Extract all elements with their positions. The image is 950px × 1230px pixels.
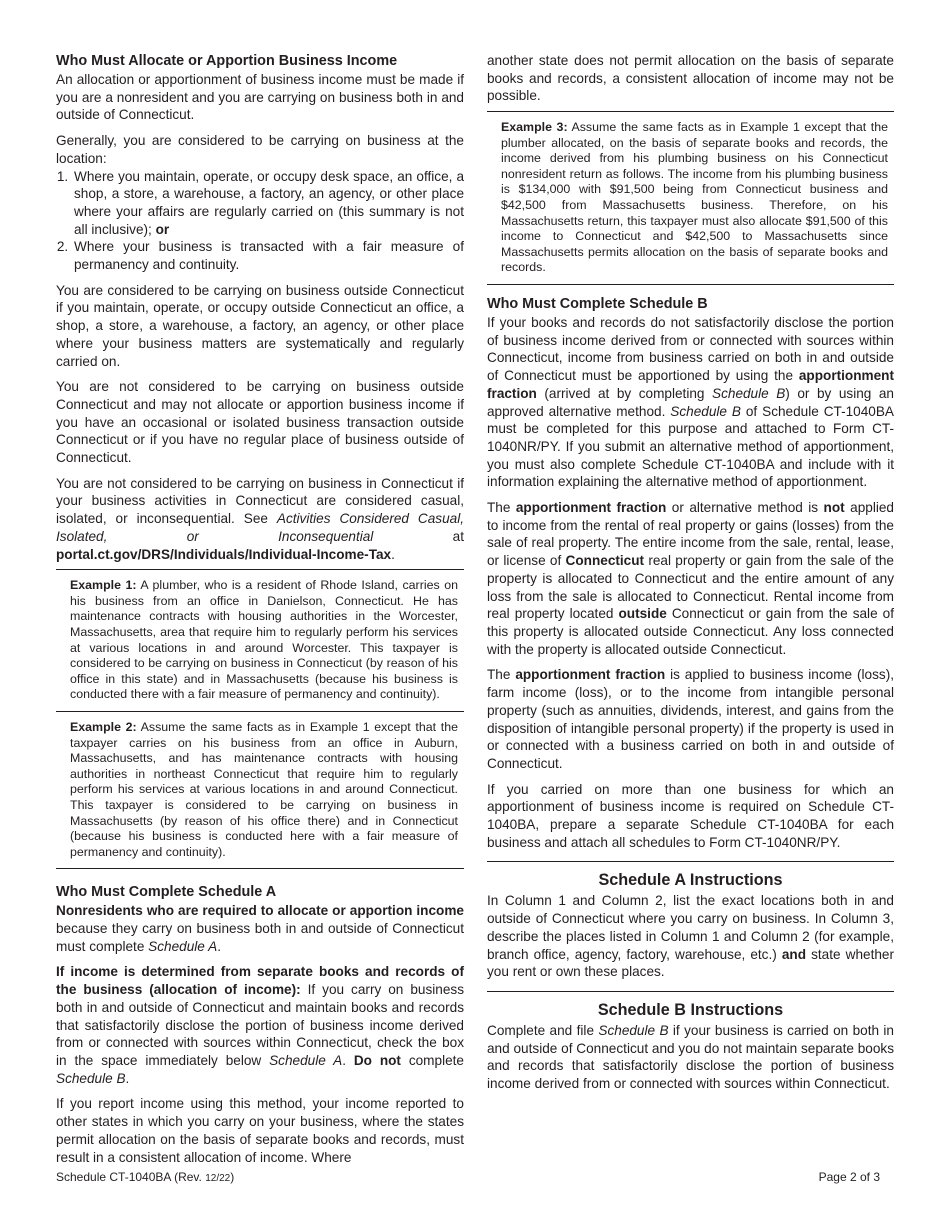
paragraph: another state does not permit allocation on the basis of separate books and records, a consistent allocation of income may not be possible. <box>487 53 894 104</box>
heading-schedule-a-instructions: Schedule A Instructions <box>598 871 783 890</box>
paragraph: Nonresidents who are required to allocate or apportion income because they carry on business both in and outside of Connecticut must complete Schedule A. <box>56 903 464 954</box>
section-divider <box>487 861 894 862</box>
paragraph: The apportionment fraction or alternative method is not applied to income from the rental of real property or gains (losses) from the sale of real property. The entire income from the sale, rental, lease, or license of Connecticut real property or gain from the sale of the property is allocated to Connecticut and the entire amount of any loss from the sale is allocated to Connecticut. Rental income from real property located outside Connecticut or gain from the sale of this property is allocated outside Connecticut. Any loss connected with the property is allocated outside Connecticut. <box>487 500 895 657</box>
heading-allocate: Who Must Allocate or Apportion Business Income <box>56 53 398 69</box>
heading-schedule-b-instructions: Schedule B Instructions <box>597 1000 784 1019</box>
list-item: 1. Where you maintain, operate, or occupy desk space, an office, a shop, a store, a warehouse, a factory, an agency, or other place where your affairs are regularly carried on (this summary is not all inclusive); or <box>72 168 464 239</box>
example-3: Example 3: Assume the same facts as in Example 1 except that the plumber allocated, on the basis of separate books and records, the income derived from his plumbing business on his Connecticut nonresident return as follows. The income from his plumbing business is $134,000 with $91,500 being from Connecticut business and $42,500 from Massachusetts business. Therefore, on his Massachusetts return, this taxpayer must also allocate $91,500 of this income to Connecticut and $42,500 to Massachusetts since Massachusetts permits allocation on the basis of separate books and records. <box>487 111 894 285</box>
paragraph: In Column 1 and Column 2, list the exact locations both in and outside of Connecticut where you carry on business. In Column 3, describe the places listed in Column 1 and Column 2 (for example, branch office, agency, factory, warehouse, etc.) and state whether you rent or own these places. <box>487 893 894 980</box>
paragraph: You are not considered to be carrying on business outside Connecticut and may not allocate or apportion business income if you have an occasional or isolated business transaction outside Connecticut or if you have no regular place of business outside of Connecticut. <box>56 379 464 466</box>
paragraph: If you report income using this method, your income reported to other states in which you carry on your business, where the states permit allocation on the basis of separate books and records, must result in a consistent allocation of income. Where <box>56 1096 464 1165</box>
paragraph: The apportionment fraction is applied to business income (loss), farm income (loss), or to the income from intangible personal property (such as annuities, dividends, interest, and gains from the disposition of intangible personal property) if the property is used in or connected with a business carried on both in and outside of Connecticut. <box>487 667 894 771</box>
paragraph: Generally, you are considered to be carrying on business at the location: <box>56 133 464 166</box>
left-column <box>56 52 464 1174</box>
form-revision: Schedule CT-1040BA (Rev. 12/22) <box>56 1170 235 1184</box>
paragraph: You are considered to be carrying on business outside Connecticut if you maintain, operate, or occupy outside Connecticut an office, a shop, a store, a warehouse, a factory, an agency, or other place where your business matters are systematically and regularly carried on. <box>56 282 464 369</box>
paragraph: You are not considered to be carrying on business in Connecticut if your business activities in Connecticut are considered casual, isolated, or inconsequential. See Activities Considered Casual, Isolated, or Inconsequential at portal.ct.gov/DRS/Individuals/Individual-Income-Tax. <box>56 475 464 562</box>
location-list <box>56 168 464 274</box>
right-column <box>487 52 894 1101</box>
example-2: Example 2: Assume the same facts as in Example 1 except that the taxpayer carries on his business from an office in Auburn, Massachusetts, and has maintenance contracts with housing authorities in northeast Connecticut that require him to regularly perform his services at various locations in and around Connecticut. This taxpayer is considered to be carrying on business in Massachusetts (by reason of his office there) and in Connecticut (because his business is conducted here with a fair measure of permanency and continuity). <box>56 711 464 869</box>
paragraph: Complete and file Schedule B if your business is carried on both in and outside of Connecticut and you do not maintain separate books and records that satisfactorily disclose the portion of business income derived from or connected with sources within Connecticut. <box>487 1022 894 1092</box>
heading-schedule-b: Who Must Complete Schedule B <box>487 296 708 313</box>
example-1: Example 1: A plumber, who is a resident of Rhode Island, carries on his business from an office in Danielson, Connecticut. He has maintenance contracts with housing authorities in the Worcester, Massachusetts, area that require him to regularly perform his services at various locations in and around Worcester. This taxpayer is considered to be carrying on business in Connecticut (by reason of his office in this state) and in Massachusetts (because his business is conducted there with a fair measure of permanency and continuity). <box>56 569 464 711</box>
paragraph: An allocation or apportionment of business income must be made if you are a nonresident and you are carrying on business both in and outside of Connecticut. <box>56 72 464 123</box>
page-number: Page 2 of 3 <box>818 1170 880 1184</box>
heading-schedule-a: Who Must Complete Schedule A <box>56 884 277 901</box>
portal-link-text: portal.ct.gov/DRS/Individuals/Individual-Income-Tax <box>56 546 392 562</box>
paragraph: If you carried on more than one business for which an apportionment of business income is required on Schedule CT-1040BA, prepare a separate Schedule CT-1040BA for each business and attach all schedules to Form CT-1040NR/PY. <box>487 781 894 850</box>
paragraph: If your books and records do not satisfactorily disclose the portion of business income derived from or connected with sources within Connecticut, income from business carried on both in and outside of Connecticut must be apportioned by using the apportionment fraction (arrived at by completing Schedule B) or by using an approved alternative method. Schedule B of Schedule CT-1040BA must be completed for this purpose and attached to Form CT-1040NR/PY. If you submit an alternative method of apportionment, you must also complete Schedule CT-1040BA and include with it information explaining the alternative method of apportionment. <box>487 315 894 490</box>
paragraph: If income is determined from separate books and records of the business (allocation of income): If you carry on business both in and outside of Connecticut and maintain books and records that satisfactorily disclose the portion of business income derived from or connected with sources within Connecticut, check the box in the space immediately below Schedule A. Do not complete Schedule B. <box>56 964 464 1086</box>
section-divider <box>487 991 894 992</box>
list-item: 2. Where your business is transacted with a fair measure of permanency and continuity. <box>72 238 464 273</box>
